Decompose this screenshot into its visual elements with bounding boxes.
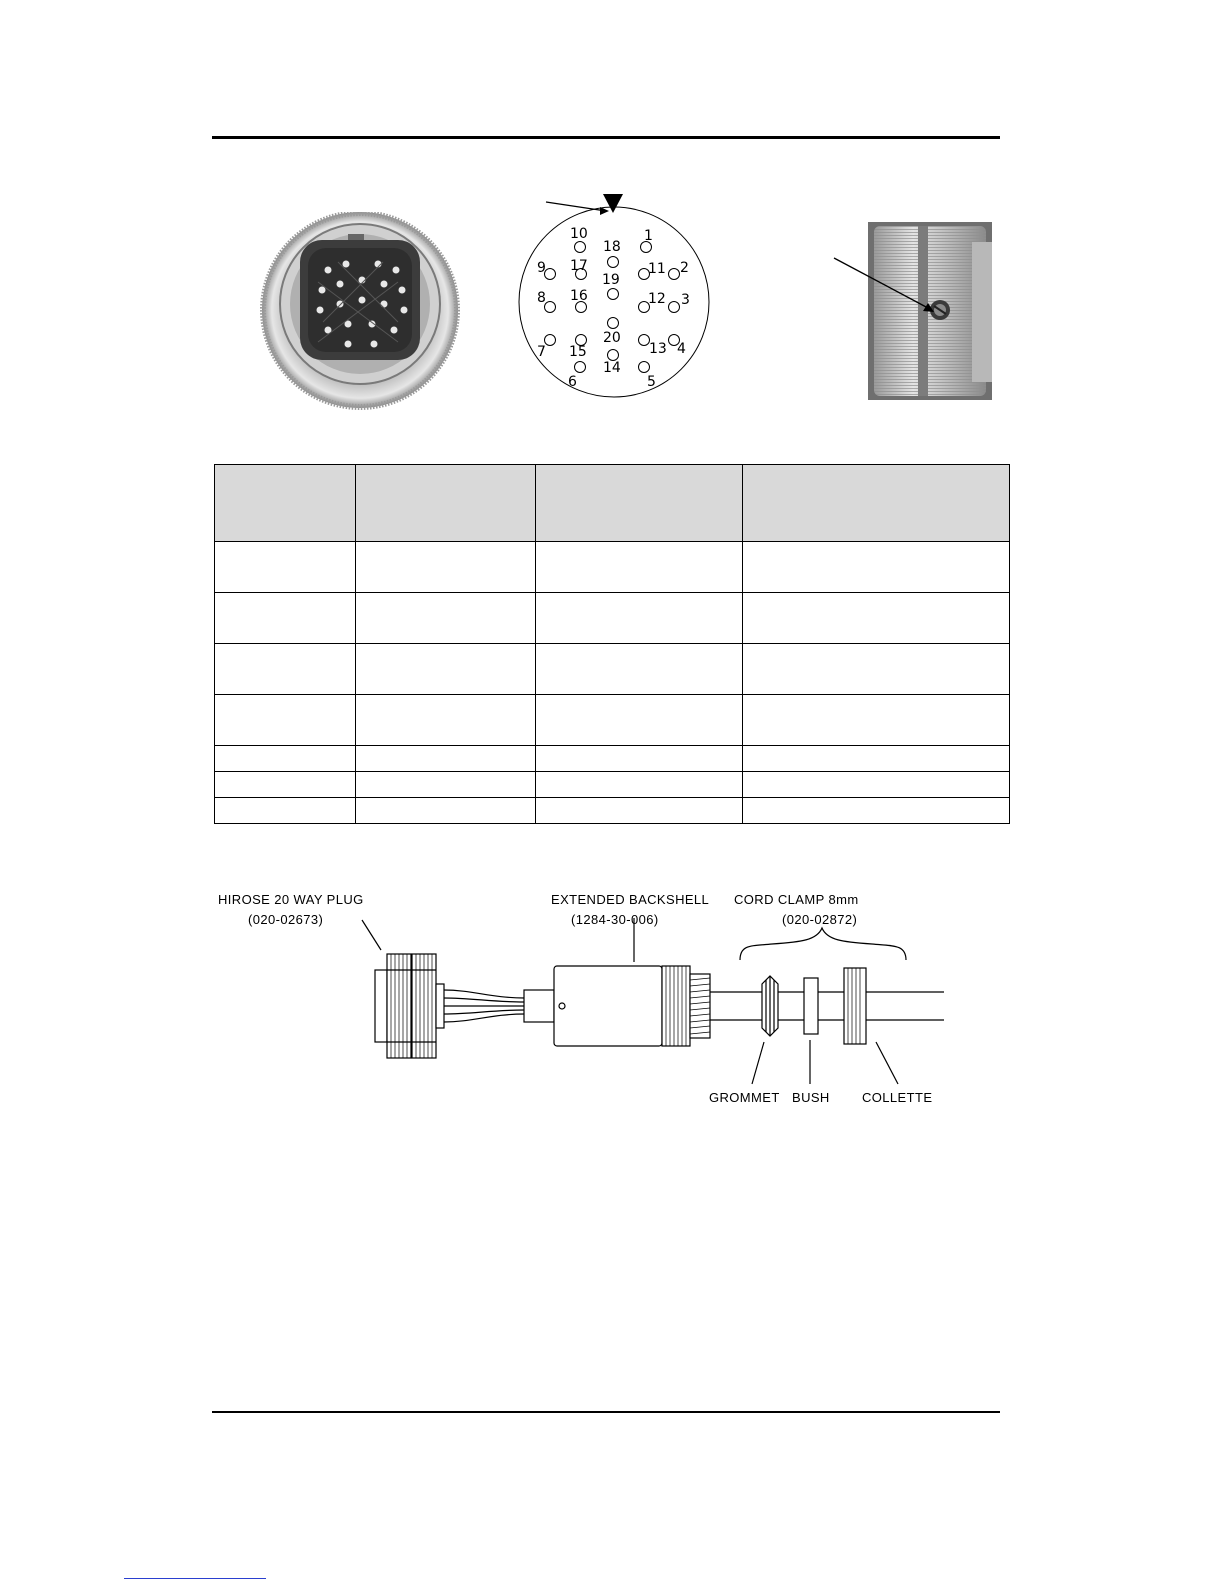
table-cell xyxy=(743,644,1010,695)
pin-label: 17 xyxy=(570,258,588,274)
table-header-cell xyxy=(356,465,536,542)
pin-label: 5 xyxy=(647,374,656,390)
table-cell xyxy=(215,593,356,644)
pin-label: 13 xyxy=(649,341,667,357)
pin-label: 12 xyxy=(648,291,666,307)
table-cell xyxy=(356,772,536,798)
plug-part-number: (020-02673) xyxy=(248,912,324,927)
table-cell xyxy=(536,746,743,772)
table-cell xyxy=(536,798,743,824)
table-cell xyxy=(215,644,356,695)
table-cell xyxy=(215,772,356,798)
table-header-row xyxy=(215,465,1010,542)
table-cell xyxy=(215,695,356,746)
backshell-label: EXTENDED BACKSHELL xyxy=(551,892,710,907)
table-cell xyxy=(356,695,536,746)
table-row xyxy=(215,746,1010,772)
table-header-cell xyxy=(536,465,743,542)
table-cell xyxy=(743,746,1010,772)
pin-label: 11 xyxy=(648,261,666,277)
grommet-label: GROMMET xyxy=(709,1090,780,1105)
pin-label: 6 xyxy=(568,374,577,390)
pin-label: 15 xyxy=(569,344,587,360)
pin-layout-diagram xyxy=(510,190,720,405)
pin-label: 19 xyxy=(602,272,620,288)
table-cell xyxy=(215,798,356,824)
table-cell xyxy=(536,772,743,798)
table-cell xyxy=(536,542,743,593)
backshell-part-number: (1284-30-006) xyxy=(571,912,659,927)
connector-assembly-drawing xyxy=(212,880,962,1120)
pin-label: 8 xyxy=(537,290,546,306)
pin-label: 3 xyxy=(681,292,690,308)
header-rule xyxy=(212,136,1000,139)
table-cell xyxy=(356,542,536,593)
table-cell xyxy=(743,542,1010,593)
locator-arrow xyxy=(826,250,956,330)
table-header-cell xyxy=(743,465,1010,542)
table-cell xyxy=(215,542,356,593)
collette-label: COLLETTE xyxy=(862,1090,933,1105)
table-cell xyxy=(536,593,743,644)
table-cell xyxy=(743,695,1010,746)
table-cell xyxy=(356,746,536,772)
table-cell xyxy=(536,695,743,746)
bush-label: BUSH xyxy=(792,1090,830,1105)
plug-label: HIROSE 20 WAY PLUG xyxy=(218,892,364,907)
pin-label: 7 xyxy=(537,344,546,360)
table-row xyxy=(215,542,1010,593)
table-cell xyxy=(743,798,1010,824)
pin-label: 20 xyxy=(603,330,621,346)
table-cell xyxy=(356,798,536,824)
pin-label: 10 xyxy=(570,226,588,242)
table-row xyxy=(215,695,1010,746)
pin-label: 4 xyxy=(677,341,686,357)
table-row xyxy=(215,798,1010,824)
table-cell xyxy=(356,593,536,644)
clamp-part-number: (020-02872) xyxy=(782,912,858,927)
clamp-label: CORD CLAMP 8mm xyxy=(734,892,859,907)
pin-label: 9 xyxy=(537,260,546,276)
footer-link-underline xyxy=(124,1578,266,1579)
table-row xyxy=(215,644,1010,695)
pin-label: 18 xyxy=(603,239,621,255)
table-cell xyxy=(215,746,356,772)
table-cell xyxy=(743,593,1010,644)
pin-assignment-table xyxy=(214,464,1010,824)
connector-front-photo xyxy=(248,212,468,417)
pin-label: 16 xyxy=(570,288,588,304)
table-cell xyxy=(536,644,743,695)
table-header-cell xyxy=(215,465,356,542)
footer-rule xyxy=(212,1411,1000,1413)
table-row xyxy=(215,772,1010,798)
pin-label: 2 xyxy=(680,260,689,276)
table-row xyxy=(215,593,1010,644)
table-cell xyxy=(743,772,1010,798)
pin-label: 1 xyxy=(644,228,653,244)
table-cell xyxy=(356,644,536,695)
pin-label: 14 xyxy=(603,360,621,376)
